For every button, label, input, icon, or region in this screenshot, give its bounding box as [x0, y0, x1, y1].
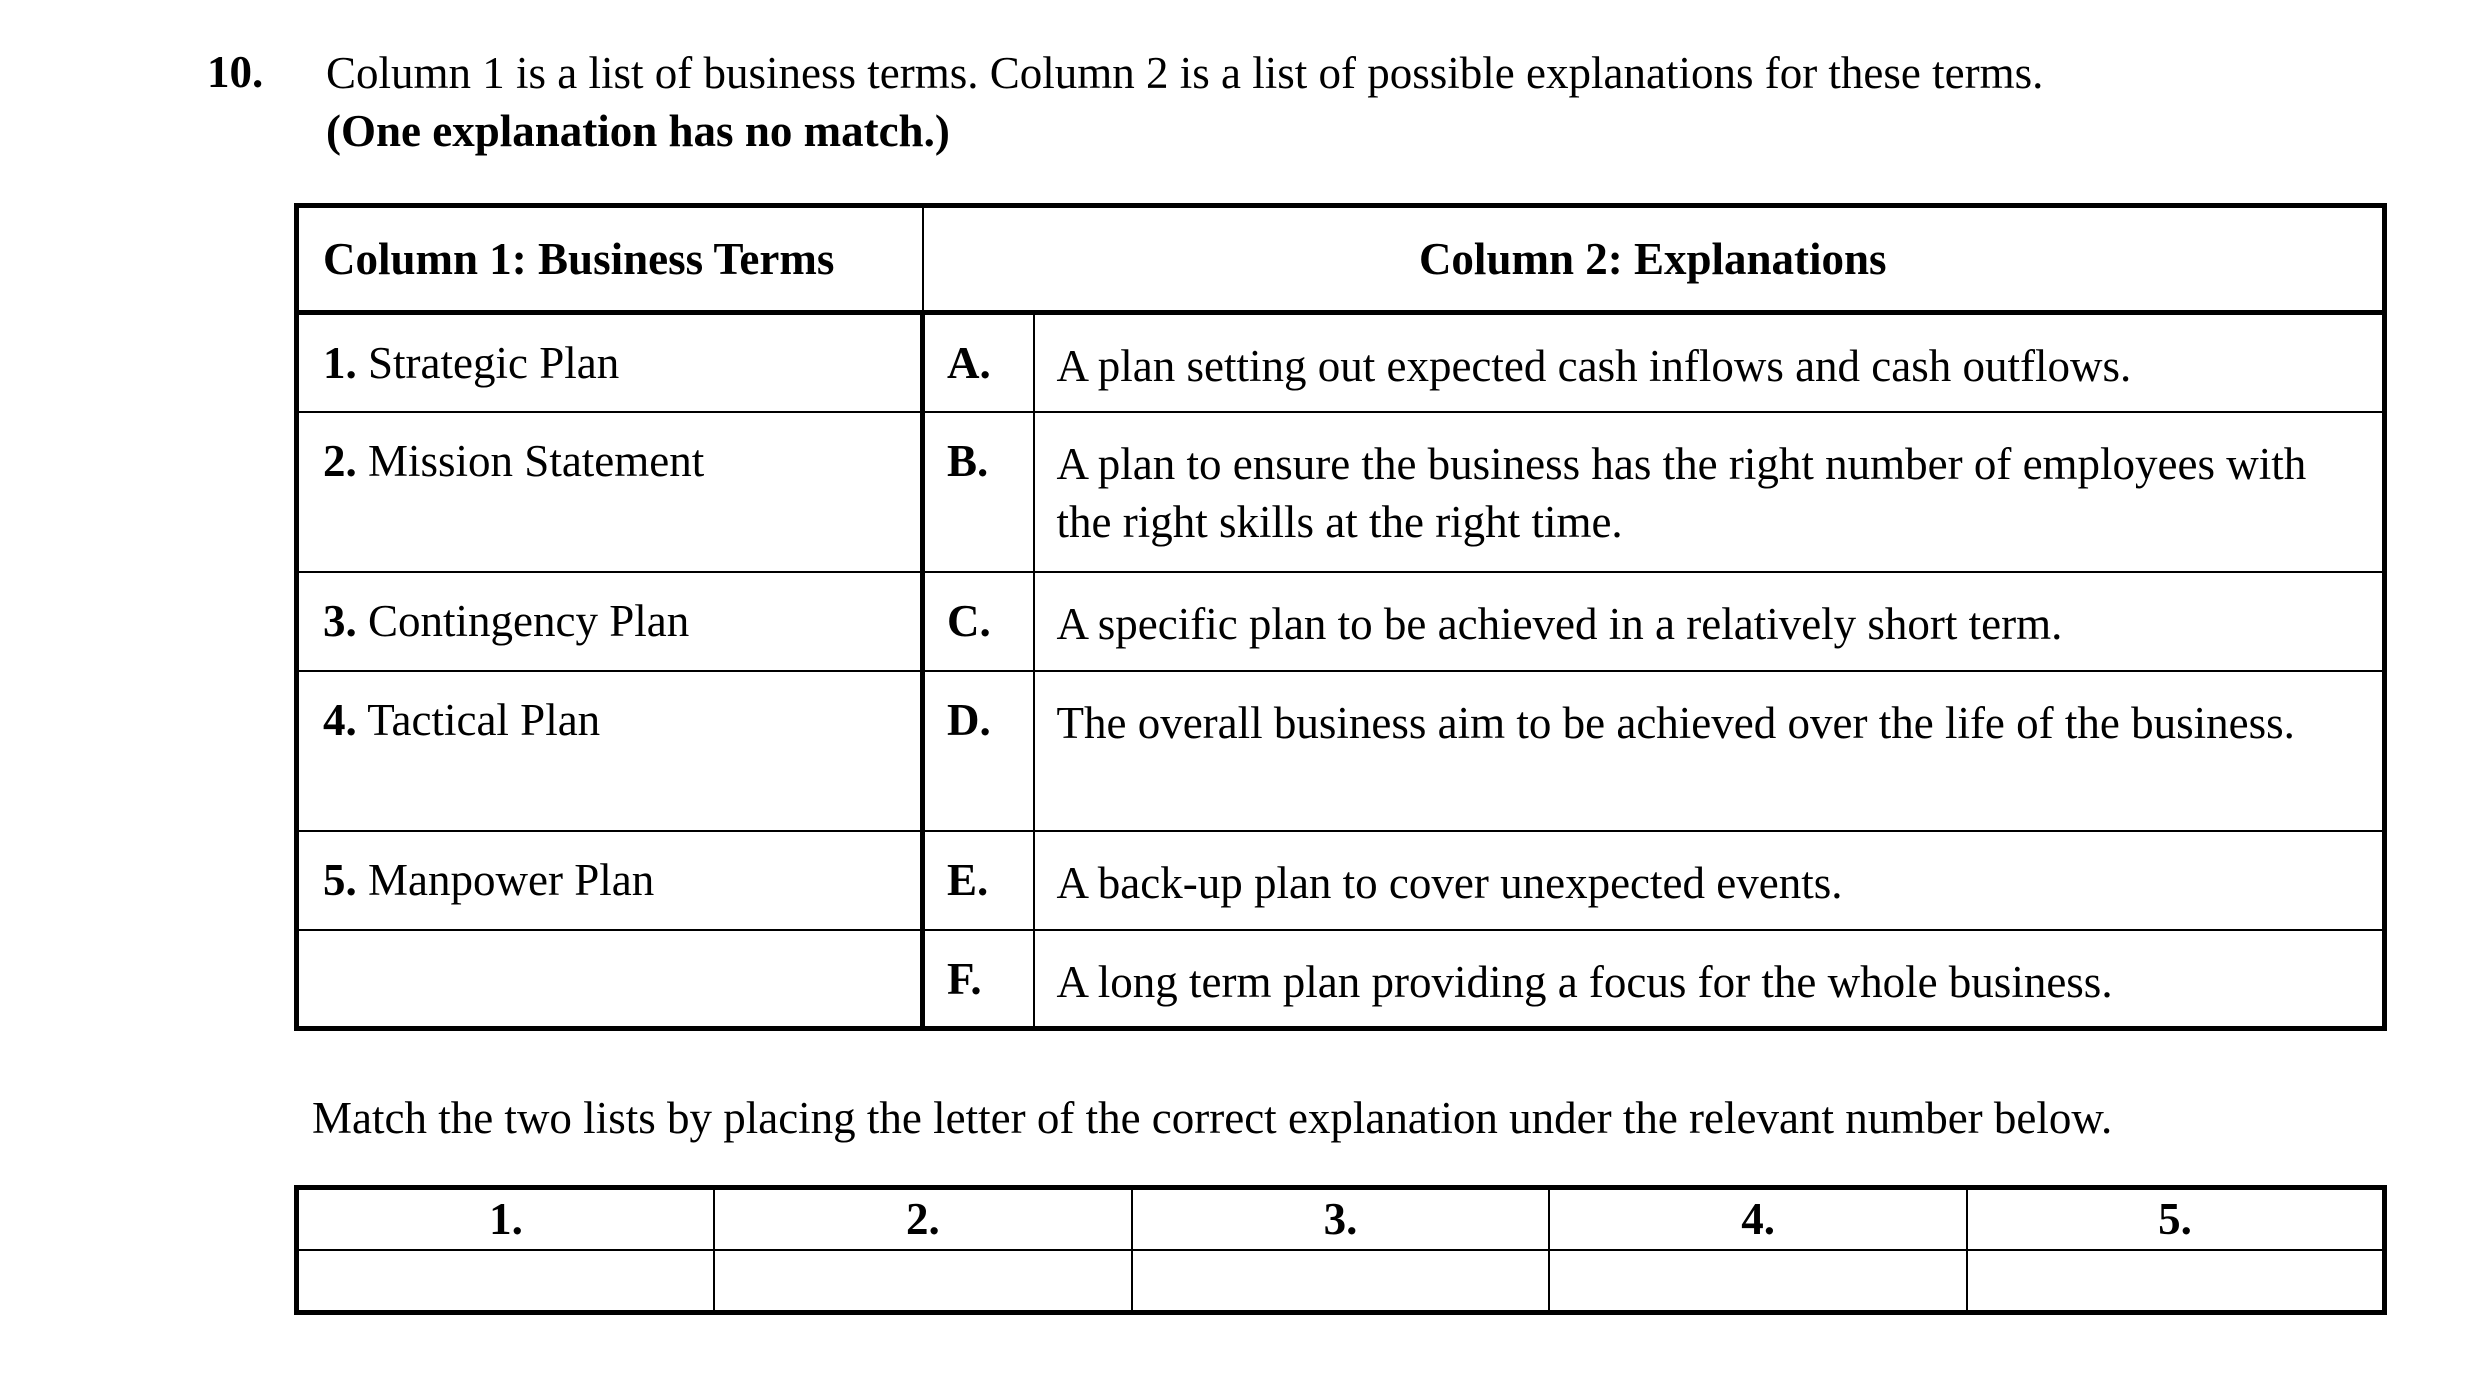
term-number: 3. [323, 595, 357, 646]
term-number: 1. [323, 338, 357, 388]
matching-table [294, 203, 2387, 1031]
table-row [297, 572, 2385, 671]
header-explanations: Column 2: Explanations [923, 206, 2385, 313]
answer-cell-2[interactable] [714, 1250, 1132, 1313]
answer-cell-5[interactable] [1967, 1250, 2385, 1313]
question-line-2: (One explanation has no match.) [326, 106, 950, 156]
letter-cell: E. [923, 831, 1034, 930]
term-cell [297, 313, 923, 412]
table-row [297, 412, 2385, 572]
term-label: Tactical Plan [367, 694, 601, 745]
question-number: 10. [207, 47, 264, 97]
term-number: 5. [323, 854, 357, 905]
table-row [297, 831, 2385, 930]
term-cell [297, 572, 923, 671]
term-number: 2. [323, 435, 357, 486]
instruction-text: Match the two lists by placing the letter of the correct explanation under the relevant number below. [312, 1093, 2113, 1143]
answer-cell-1[interactable] [297, 1250, 715, 1313]
answer-header-5: 5. [1967, 1188, 2385, 1250]
letter-cell: A. [923, 313, 1034, 412]
table-row [297, 313, 2385, 412]
question-line-1: Column 1 is a list of business terms. Column 2 is a list of possible explanations for these terms. [326, 48, 2044, 98]
answer-cell-3[interactable] [1132, 1250, 1550, 1313]
explanation-cell: The overall business aim to be achieved over the life of the business. [1034, 671, 2385, 831]
matching-table-header [297, 206, 2385, 313]
explanation-cell: A specific plan to be achieved in a relatively short term. [1034, 572, 2385, 671]
letter-cell: D. [923, 671, 1034, 831]
term-number: 4. [323, 694, 357, 745]
term-cell [297, 412, 923, 572]
term-cell [297, 831, 923, 930]
term-label: Strategic Plan [368, 338, 620, 388]
letter-cell: C. [923, 572, 1034, 671]
letter-cell: B. [923, 412, 1034, 572]
answer-header-4: 4. [1549, 1188, 1967, 1250]
table-row [297, 930, 2385, 1029]
table-row [297, 671, 2385, 831]
answer-grid-header [297, 1188, 2385, 1250]
term-cell [297, 671, 923, 831]
term-label: Mission Statement [368, 435, 705, 486]
answer-grid-row [297, 1250, 2385, 1313]
question-text [326, 44, 2043, 160]
explanation-cell: A long term plan providing a focus for the whole business. [1034, 930, 2385, 1029]
answer-grid [294, 1185, 2387, 1315]
answer-header-2: 2. [714, 1188, 1132, 1250]
explanation-cell: A back-up plan to cover unexpected events. [1034, 831, 2385, 930]
term-cell-empty [297, 930, 923, 1029]
explanation-cell: A plan setting out expected cash inflows and cash outflows. [1034, 313, 2385, 412]
term-label: Manpower Plan [368, 854, 655, 905]
answer-header-3: 3. [1132, 1188, 1550, 1250]
answer-header-1: 1. [297, 1188, 715, 1250]
header-business-terms: Column 1: Business Terms [297, 206, 923, 313]
term-label: Contingency Plan [368, 595, 690, 646]
explanation-cell: A plan to ensure the business has the right number of employees with the right skills at the right time. [1034, 412, 2385, 572]
letter-cell: F. [923, 930, 1034, 1029]
answer-cell-4[interactable] [1549, 1250, 1967, 1313]
